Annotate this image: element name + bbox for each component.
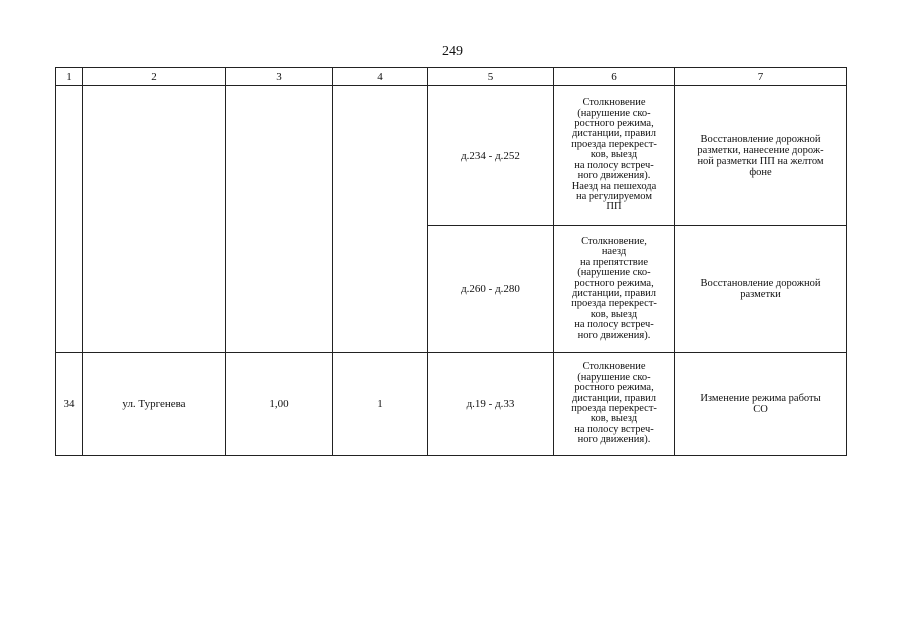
table-row [56,353,847,456]
length-cell: 1,00 [226,353,333,456]
data-table [55,67,847,456]
accident-cause-cell [554,353,675,456]
accident-cause-text: Столкновение (нарушение ско- ростного режима, дистанции, правил проезда перекрест- ков, выезд на полосу встреч- ного движения). [571,361,657,446]
accident-cause-text: Столкновение (нарушение ско- ростного режима, дистанции, правил проезда перекрест- ков, выезд на полосу встреч- ного движения). Наезд на пешехода на регулируемом ПП [571,97,657,213]
header-cell-1: 1 [56,68,83,86]
page-number: 249 [442,44,463,59]
house-range-cell: д.260 - д.280 [428,226,554,353]
measure-text: Восстановление дорожной разметки [700,278,821,300]
measure-cell [675,226,847,353]
header-cell-5: 5 [428,68,554,86]
measure-text: Изменение режима работы СО [700,393,821,415]
header-row [56,68,847,86]
measure-cell [675,353,847,456]
header-cell-7: 7 [675,68,847,86]
accident-cause-cell [554,86,675,226]
row-number-cell [56,86,83,353]
street-cell [83,86,226,353]
header-cell-2: 2 [83,68,226,86]
header-cell-6: 6 [554,68,675,86]
table-row [56,86,847,226]
count-cell: 1 [333,353,428,456]
row-number-cell: 34 [56,353,83,456]
measure-text: Восстановление дорожной разметки, нанесение дорож- ной разметки ПП на желтом фоне [697,133,824,178]
accident-cause-text: Столкновение, наезд на препятствие (нарушение ско- ростного режима, дистанции, правил проезда перекрест- ков, выезд на полосу встреч- ного движения). [571,235,657,341]
house-range-cell: д.19 - д.33 [428,353,554,456]
length-cell [226,86,333,353]
house-range-cell: д.234 - д.252 [428,86,554,226]
count-cell [333,86,428,353]
header-cell-4: 4 [333,68,428,86]
measure-cell [675,86,847,226]
street-cell: ул. Тургенева [83,353,226,456]
header-cell-3: 3 [226,68,333,86]
accident-cause-cell [554,226,675,353]
